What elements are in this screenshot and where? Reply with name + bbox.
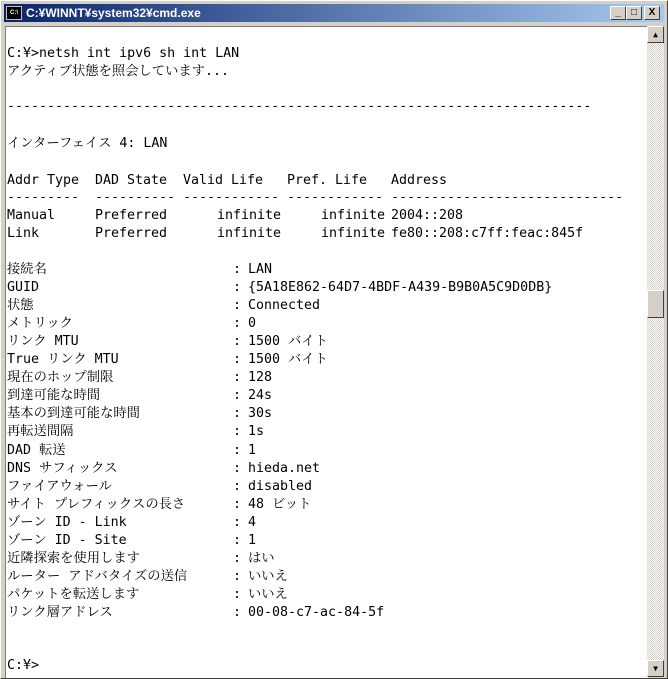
table-cell: Preferred — [95, 226, 168, 241]
property-key: ゾーン ID - Link — [7, 514, 127, 530]
property-key: 到達可能な時間 — [7, 388, 101, 404]
table-row — [7, 207, 647, 225]
property-key: 状態 — [7, 298, 34, 314]
property-row — [7, 478, 647, 496]
title-bar[interactable] — [4, 4, 664, 22]
property-colon: : — [233, 424, 242, 440]
property-value: はい — [248, 550, 275, 566]
table-header — [7, 172, 647, 190]
property-colon: : — [233, 460, 242, 476]
property-row — [7, 261, 647, 279]
property-row — [7, 333, 647, 351]
table-cell: infinite — [216, 208, 281, 223]
property-value: 24s — [248, 388, 273, 404]
property-key: 再転送間隔 — [7, 424, 74, 440]
property-key: ファイアウォール — [7, 478, 112, 494]
property-value: 1500 バイト — [248, 334, 328, 350]
property-colon: : — [233, 550, 242, 566]
table-cell: DAD State — [95, 173, 168, 188]
property-value: 1 — [248, 442, 257, 458]
property-colon: : — [233, 586, 242, 602]
property-key: DNS サフィックス — [7, 460, 118, 476]
property-value: {5A18E862-64D7-4BDF-A439-B9B0A5C9D0DB} — [248, 280, 553, 296]
table-cell: ----------------------------- — [391, 190, 624, 205]
separator-line: ------------------------------------------------------------------------- — [7, 99, 592, 114]
property-key: リンク MTU — [7, 334, 79, 350]
property-colon: : — [233, 370, 242, 386]
table-cell: ---------- — [95, 190, 176, 205]
table-cell: ------------ — [183, 190, 280, 205]
querying-message: アクティブ状態を照会しています... — [7, 64, 230, 79]
property-colon: : — [233, 442, 242, 458]
property-row — [7, 568, 647, 586]
property-key: True リンク MTU — [7, 352, 119, 368]
property-row — [7, 514, 647, 532]
property-value: 0 — [248, 316, 257, 332]
table-cell: infinite — [320, 226, 385, 241]
property-value: 1 — [248, 532, 257, 548]
property-row — [7, 550, 647, 568]
property-colon: : — [233, 496, 242, 512]
property-row — [7, 460, 647, 478]
minimize-button[interactable]: _ — [610, 6, 626, 20]
property-key: サイト プレフィックスの長さ — [7, 496, 186, 512]
command-line: C:¥>netsh int ipv6 sh int LAN — [7, 46, 240, 61]
property-colon: : — [233, 298, 242, 314]
table-cell: Addr Type — [7, 173, 80, 188]
property-colon: : — [233, 352, 242, 368]
property-colon: : — [233, 280, 242, 296]
table-cell: Pref. Life — [287, 173, 368, 188]
property-row — [7, 405, 647, 423]
property-row — [7, 442, 647, 460]
console-output[interactable] — [5, 26, 648, 678]
property-colon: : — [233, 568, 242, 584]
table-row — [7, 225, 647, 243]
property-row — [7, 387, 647, 405]
property-key: 接続名 — [7, 262, 47, 277]
property-value: 4 — [248, 514, 257, 530]
scrollbar-thumb[interactable] — [647, 290, 664, 318]
property-row — [7, 315, 647, 333]
table-cell: Address — [391, 173, 448, 188]
property-row — [7, 369, 647, 387]
property-key: DAD 転送 — [7, 442, 66, 458]
interface-title: インターフェイス 4: LAN — [7, 136, 168, 151]
property-value: 1500 バイト — [248, 352, 328, 368]
property-value: 48 ビット — [248, 496, 312, 512]
window-title: C:¥WINNT¥system32¥cmd.exe — [26, 6, 201, 20]
close-button[interactable]: X — [644, 6, 660, 20]
property-key: 近隣探索を使用します — [7, 550, 140, 566]
property-row — [7, 279, 647, 297]
property-colon: : — [233, 532, 242, 548]
property-key: メトリック — [7, 316, 73, 332]
property-value: 128 — [248, 370, 273, 386]
property-key: ゾーン ID - Site — [7, 532, 127, 548]
property-value: LAN — [248, 262, 273, 277]
property-key: リンク層アドレス — [7, 604, 113, 620]
property-value: 00-08-c7-ac-84-5f — [248, 604, 385, 620]
property-row — [7, 423, 647, 441]
table-cell: Manual — [7, 208, 56, 223]
property-value: いいえ — [248, 568, 288, 584]
property-value: disabled — [248, 478, 313, 494]
property-colon: : — [233, 514, 242, 530]
table-cell: --------- — [7, 190, 80, 205]
property-colon: : — [233, 334, 242, 350]
property-key: ルーター アドバタイズの送信 — [7, 568, 188, 584]
cmd-app-icon[interactable]: C:\ — [6, 6, 22, 20]
property-value: 30s — [248, 406, 273, 422]
property-colon: : — [233, 406, 242, 422]
property-row — [7, 496, 647, 514]
table-cell: ------------ — [287, 190, 384, 205]
table-cell: 2004::208 — [391, 208, 464, 223]
maximize-button[interactable]: □ — [626, 6, 642, 20]
property-key: パケットを転送します — [7, 586, 140, 602]
property-value: いいえ — [248, 586, 288, 602]
table-cell: Preferred — [95, 208, 168, 223]
property-colon: : — [233, 388, 242, 404]
property-value: 1s — [248, 424, 265, 440]
table-cell: fe80::208:c7ff:feac:845f — [391, 226, 584, 241]
table-cell: Valid Life — [183, 173, 264, 188]
property-key: 基本の到達可能な時間 — [7, 406, 140, 422]
property-row — [7, 586, 647, 604]
property-row — [7, 351, 647, 369]
property-row — [7, 604, 647, 622]
scroll-up-arrow-icon[interactable]: ▲ — [647, 26, 664, 43]
property-colon: : — [233, 478, 242, 494]
prompt-line[interactable]: C:¥> — [7, 658, 40, 673]
property-colon: : — [233, 604, 242, 620]
table-cell: infinite — [320, 208, 385, 223]
property-row — [7, 532, 647, 550]
scroll-down-arrow-icon[interactable]: ▼ — [647, 660, 664, 677]
property-colon: : — [233, 262, 242, 277]
property-colon: : — [233, 316, 242, 332]
table-cell: infinite — [216, 226, 281, 241]
property-value: hieda.net — [248, 460, 321, 476]
property-value: Connected — [248, 298, 321, 314]
property-row — [7, 297, 647, 315]
table-cell: Link — [7, 226, 40, 241]
vertical-scrollbar[interactable] — [647, 26, 664, 677]
property-key: GUID — [7, 280, 40, 296]
property-key: 現在のホップ制限 — [7, 370, 114, 386]
table-header-underline — [7, 189, 647, 207]
